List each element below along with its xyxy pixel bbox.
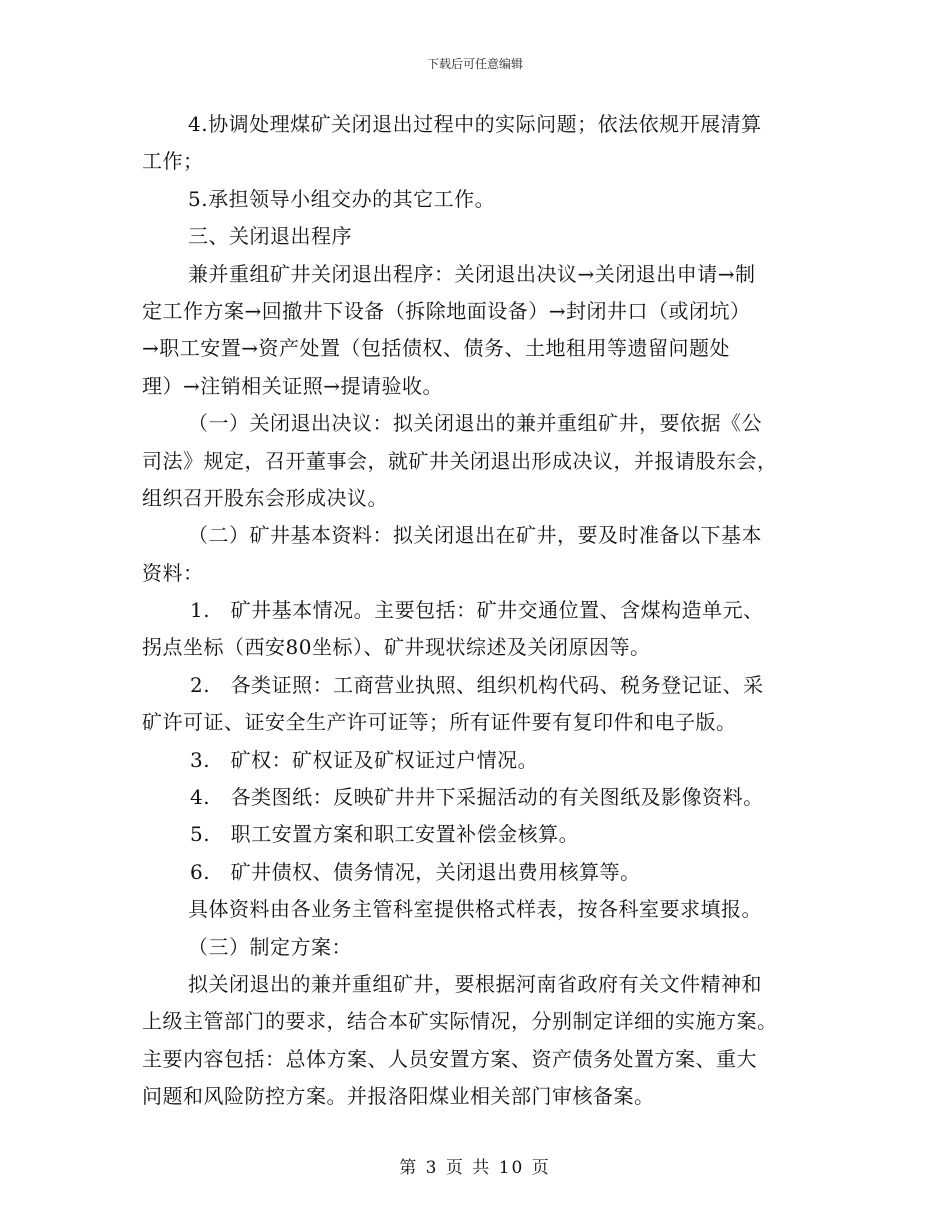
paragraph-line: 矿许可证、证安全生产许可证等；所有证件要有复印件和电子版。 [142,710,737,735]
page-header: 下载后可任意编辑 [426,57,523,71]
paragraph-line: 定工作方案→回撤井下设备（拆除地面设备）→封闭井口（或闭坑） [142,298,751,323]
paragraph-line: 拐点坐标（西安80坐标）、矿井现状综述及关闭原因等。 [142,635,651,660]
paragraph-line: 司法》规定，召开董事会，就矿井关闭退出形成决议，并报请股东会， [142,448,778,473]
section-heading: （三）制定方案： [188,934,352,959]
paragraph-line: 理）→注销相关证照→提请验收。 [142,373,444,398]
document-body [142,106,812,1116]
paragraph-line: 主要内容包括：总体方案、人员安置方案、资产债务处置方案、重大 [142,1046,757,1071]
paragraph-line: 具体资料由各业务主管科室提供格式样表，按各科室要求填报。 [188,897,762,922]
paragraph-line: 上级主管部门的要求，结合本矿实际情况，分别制定详细的实施方案。 [142,1009,778,1034]
list-item: 4. 各类图纸：反映矿井井下采掘活动的有关图纸及影像资料。 [190,785,764,810]
paragraph-line: 资料： [142,560,204,585]
paragraph-line: 兼并重组矿井关闭退出程序：关闭退出决议→关闭退出申请→制 [188,261,756,286]
paragraph-line: （二）矿井基本资料：拟关闭退出在矿井，要及时准备以下基本 [188,523,762,548]
paragraph-line: 5.承担领导小组交办的其它工作。 [188,186,496,211]
paragraph-line: 4.协调处理煤矿关闭退出过程中的实际问题；依法依规开展清算 [188,112,762,136]
list-item: 1. 矿井基本情况。主要包括：矿井交通位置、含煤构造单元、 [190,598,764,623]
list-item: 3. 矿权：矿权证及矿权证过户情况。 [190,747,539,772]
paragraph-line: （一）关闭退出决议：拟关闭退出的兼并重组矿井，要依据《公 [188,411,762,436]
section-heading: 三、关闭退出程序 [188,224,352,249]
list-item: 5. 职工安置方案和职工安置补偿金核算。 [190,822,580,847]
paragraph-line: 组织召开股东会形成决议。 [142,485,388,510]
list-item: 6. 矿井债权、债务情况，关闭退出费用核算等。 [190,859,641,884]
paragraph-line: 拟关闭退出的兼并重组矿井，要根据河南省政府有关文件精神和 [188,971,762,996]
page-footer: 第 3 页 共 10 页 [399,1158,551,1178]
list-item: 2. 各类证照：工商营业执照、组织机构代码、税务登记证、采 [190,672,764,697]
paragraph-line: 工作； [142,149,204,174]
paragraph-line: 问题和风险防控方案。并报洛阳煤业相关部门审核备案。 [142,1084,655,1109]
paragraph-line: →职工安置→资产处置（包括债权、债务、土地租用等遗留问题处 [142,336,731,361]
